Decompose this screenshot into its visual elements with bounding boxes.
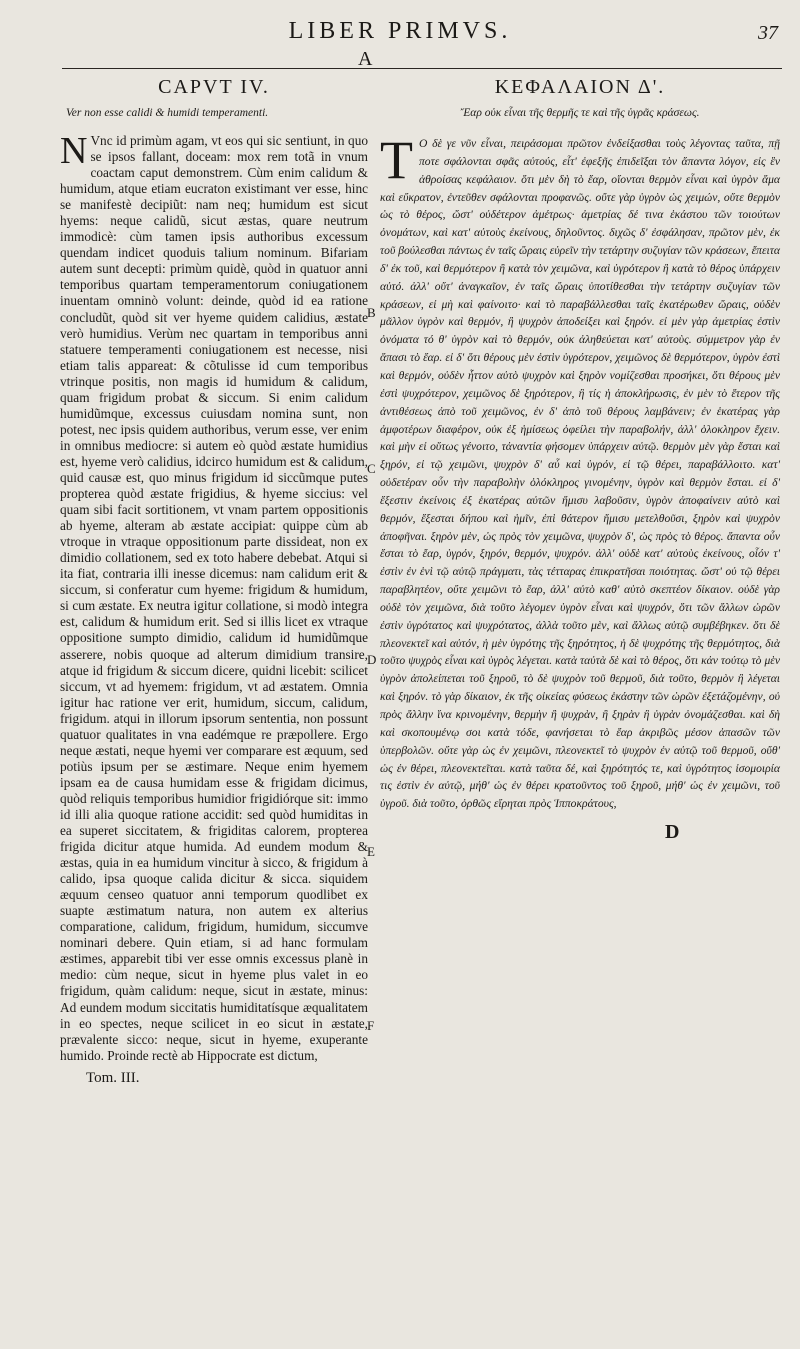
latin-chapter-subtitle: Ver non esse calidi & humidi temperamenti. (66, 107, 269, 119)
greek-paragraph: Ο δὲ γε νῦν εἶναι, πειράσομαι πρῶτον ἐνδείξασθαι τοὺς λέγοντας ταῦτα, πῇ ποτε σφάλονται σφᾶς αὐτούς, εἶτ' ἐφεξῆς ἐπιδεῖξαι τὸν ἄπαντα λόγον, εἰς ἓν ἀθροίσας κεφάλαιον. ὅτι μὲν δὴ τὸ ἔαρ, οἴονται θερμὸν εἶναι καὶ ὑγρὸν ἅμα καὶ εὔκρατον, ἐντεῦθεν σφάλονται προφανῶς. οὔτε γὰρ ὑγρὸν ὡς χειμών, οὔτε θερμὸν ὡς τὸ θέρος, ὥστ' οὐδέτερον ἀμέτρως· ἀμετρίας δέ τινα ἑκάστου τῶν τοιούτων ὀνομάτων, καὶ κατ' αὐτοὺς ἐκείνους, δηλοῦντος. διχῶς δ' ἐσφάλησαν, πρῶτον μὲν, ἐκ τοῦ βούλεσθαι πάντως ἐν ταῖς ὥραις εὑρεῖν τὴν τετάρτην συζυγίαν τῶν κράσεων, ἔπειτα δ' ἐκ τοῦ, καὶ θερμότερον ἢ κατὰ τὸν χειμῶνα, καὶ ὑγρότερον ἢ κατὰ τὸ θέρος ὑπάρχειν αὐτό. ἀλλ' οὔτ' ἀναγκαῖον, ἐν ταῖς ὥραις ὑποτίθεσθαι τὴν τετάρτην συζυγίαν τῶν κράσεων, εἰ μὴ καὶ φαίνοιτο· καὶ τὸ παραβάλλεσθαι ταῖς ἑκατέρωθεν ὥραις, οὐδὲν μᾶλλον ὑγρὸν καὶ θερμόν, ἢ ψυχρὸν ἀποδείξει καὶ ξηρόν. εἰ μὲν γὰρ ἀμετρίας ἐστὶν ὀνόματα τό θ' ὑγρὸν καὶ τὸ θερμόν, οὐκ ἀληθεύεται κατ' αὐτοὺς. σύμμετρον γὰρ ἐν ἅπασι τὸ ἔαρ. εἰ δ' ὅτι θέρους μὲν ἐστὶν ὑγρότερον, χειμῶνος δὲ θερμότερον, ὑγρὸν ἐστὶ καὶ θερμόν, οὐδὲν ἧττον αὐτὸ ψυχρὸν καὶ ξηρὸν νομίζεσθαι προσήκει, ὅτι θέρους μὲν ἐστὶ ψυχρότερον, χειμῶνος δὲ ξηρότερον, ἢ τίς ἡ ἀποκλήρωσις, ἐν μὲν τὸ ἕτερον τῆς ἀντιθέσεως ἀπὸ τοῦ χειμῶνος, ἐν δ' ἀπὸ τοῦ θέρους λαμβάνειν; ἐν ἑκατέρας γὰρ ἀμφοτέρων διαφέρον, οὐκ ἐξ ἡμίσεως ὀφείλει τὴν παραβολήν, ἀλλ' ὁλοκληρον ἔχειν. καὶ μὴν εἰ οὕτως γένοιτο, τἀναντία φήσομεν ὑπάρχειν αὐτῷ. θερμὸν μὲν γὰρ ἔσται καὶ ξηρόν, εἰ τῷ χειμῶνι, ψυχρὸν δ' αὖ καὶ ὑγρόν, εἰ τῷ θέρει, παραβάλλοιτο. κατ' οὐδετέραν οὖν τὴν παραβολὴν ὁλόκληρος γινομένην, ὑγρὸν καὶ θερμὸν ἔσται. εἰ δ' ἔξεστιν ἐκείνοις ἐξ ἑκατέρας αὐτῶν ἥμισυ λαβοῦσιν, ὑγρὸν ἀποφαίνειν αὐτὸ καὶ θερμόν, ἔξεσται δήπου καὶ ἡμῖν, ἐπὶ θάτερον ἥμισυ μετελθοῦσι, ξηρὸν καὶ ψυχρὸν ἀποφῆναι. ξηρὸν μὲν, ὡς πρὸς τὸν χειμῶνα, ψυχρὸν δ', ὡς πρὸς τὸ θέρος. ἅπαντα οὖν ἔσται τὸ ἔαρ, ὑγρόν, ξηρόν, θερμόν, ψυχρόν. ἀλλ' οὐδὲ κατ' αὐτοὺς ἐκείνους, οἷόν τ' ἐστὶν ἐν ἑνὶ τῷ αὐτῷ πράγματι, τὰς τέτταρας ἐπικρατῆσαι ποιότητας. ὥστ' οὐ τῷ θέρει παραβλητέον, οὔτε χειμῶνι τὸ ἔαρ, ἀλλ' αὐτὸ καθ' αὑτὸ σκεπτέον δίκαιον. οὐδὲ γὰρ οὐδὲ τὸν χειμῶνα, διὰ τοῦτο λέγομεν ὑγρὸν εἶναι καὶ ψυχρόν, ὅτι τῶν ἄλλων ὡρῶν ἐστὶν ὑγρότατος καὶ ψυχρότατος, ἀλλὰ τοῦτο μὲν, καὶ ἄλλως αὐτῷ συμβέβηκεν. ὅτι δὲ πλεονεκτεῖ καὶ αὐτόν, ἡ μὲν ὑγρότης τῆς ξηρότητος, ἡ δὲ ψυχρότης τῆς θερμότητος, διὰ τοῦτο ψυχρὸς εἶναι καὶ ὑγρὸς λέγεται. κατὰ ταὐτὰ δὲ καὶ τὸ θέρος, ὅτι κἀν τούτῳ τὸ μὲν ὑγρὸν ἀπολείπεται τοῦ ξηροῦ, τὸ δὲ ψυχρὸν τοῦ θερμοῦ, διὰ τοῦτο, θερμὸν ἢ λέγεται καὶ ξηρόν. τὸ γὰρ δίκαιον, ἐκ τῆς οἰκείας φύσεως ἑκάστην τῶν ὡρῶν ἐξετάζομένην, οὐ πρὸς ἄλλην ἵνα κρινομένην, θερμὴν ἢ ψυχρὰν, ἢ ξηρὰν ἢ ὑγρὰν ὀνομάζεσθαι. καὶ δὴ καὶ σκοπουμένῳ σοι κατὰ τόδε, φανήσεται τὸ ἔαρ ἀκριβῶς μέσον ἁπασῶν τῶν ὑπερβολῶν. οὔτε γὰρ ὡς ἐν χειμῶνι, πλεονεκτεῖ τὸ ψυχρὸν ἐν αὐτῷ τοῦ θερμοῦ, οὔθ' ὡς ἐν θέρει, πλεονεκτεῖται. κατὰ ταῦτα δέ, καὶ ξηρότητός τε, καὶ ὑγρότητος ἰσομοιρία τις ἐστὶν ἐν αὐτῷ, μήθ' ὡς ἐν θέρει κρατοῦντος τοῦ ξηροῦ, μήθ' ὡς ἐν χειμῶνι, τοῦ ὑγροῦ. διὰ τοῦτο, ὀρθῶς εἴρηται πρὸς Ἱπποκράτους, (380, 137, 780, 811)
greek-chapter-subtitle: Ἔαρ οὐκ εἶναι τῆς θερμῆς τε καὶ τῆς ὑγρᾶς κράσεως. (460, 107, 700, 119)
margin-letter-e: E (367, 844, 375, 859)
volume-signature: Tom. III. (86, 1069, 140, 1086)
margin-letter-b: B (367, 305, 376, 320)
latin-chapter-heading: CAPVT IV. (158, 76, 270, 98)
latin-paragraph: Vnc id primùm agam, vt eos qui sic sentiunt, in quo se ipsos fallant, doceam: mox rem totã in vnum coactam caput demonstrem. Cùm enim calidum & humidum, atque etiam eucraton existimant ver esse, hinc se manifestè decipiũt: nam neq; humidum est sicut hyems: neque calidũ, sicut æstas, quare neutrum immodicè: cùm tamen ipsis authoribus excessum quendam indicet quoduis talium nominum. Bifariam autem sunt decepti: primùm quidè, quòd in quatuor anni temporibus quartam temperamentorum coniugationem inuentam omninò volunt: deinde, quòd id ea ratione concludũt, quòd sit ver hyeme quidem calidius, æstate verò humidius. Verùm nec quartam in temporibus anni statuere temperamenti coniugationem est necesse, nisi etiam talis appareat: & cõtulisse id cum temporibus vtrinque positis, non magis id humidum & calidum, quam frigidum probat & siccum. Si enim calidum humidũmque, excessus cuiusdam nomina sunt, non potest, nec ipsis quidem authoribus, verum esse, ver enim in omnibus mediocre: si autem eò quòd æstate humidius est, hyeme verò calidius, idcirco humidum est & calidum, quid causæ est, quo minus frigidum id siccũmque putes propterea quòd æstate frigidius, & hyeme siccius: vel quam sibi facit sortitionem, vt vnam partem oppositionis ab hyeme, alteram ab æstate accipiat: quippe cùm ab vtroque in vtraque oppositionum parte dissideat, non ex dimidio collationem, sed ex toto habere debebat. Atqui si ita fiat, contraria illi inesse dicemus: nam calidum erit & siccum, si conferatur cum hyeme: frigidum & humidum, si cum æstate. Ex neutra igitur collatione, si modò integra est, calidum & humidum erit. Sed si illis licet ex vtraque oppositione sumpto dimidio, calidum id humidũmque asserere, nobis quoque ad alterum dimidium transire, atque id frigidum & siccum dicere, quidni licebit: scilicet siccum, vt ad hyemem: frigidum, vt ad æstatem. Omnia igitur hac ratione ver erit, humidum, siccum, calidum, frigidum. atqui in illorum ipsorum sententia, non possunt quatuor qualitates in vna eadémque re præpollere. Ergo neque æstati, neque hyemi ver comparare est æquum, sed potiùs ipsum per se æstimare. Neque enim hyemem ipsam ea de causa humidam esse & frigidam dicimus, quòd reliquis temporibus humidior frigidiórque sit: immo id illi alia quoque ratione accidit: sed quòd humiditas in ea superet siccitatem, & frigiditas calorem, propterea frigida dicitur atque humida. Ad eundem modum & æstas, quia in ea humidum vincitur à sicco, & frigidum à calido, ipsa quoque calida dicitur & sicca. siquidem æquum censeo quatuor anni temporum quodlibet ex suapte æstimatum natura, non autem ex alterius comparatione, calidum, frigidum, humidum, siccumve nominari debere. Quin etiam, si ad hanc formulam æstimes, apparebit tibi ver esse omnis excessus planè in medio: cùm neque, sicut in hyeme plus valet in eo frigidum, quàm calidum: neque, sicut in æstate, minus: Ad eundem modum siccitatis humiditatísque æqualitatem in eo spectes, neque scilicet in eo sicut in æstate, prævalente sicco: neque, sicut in hyeme, exuperante humido. Proinde rectè ab Hippocrate est dictum, (60, 133, 368, 1063)
margin-letter-f: F (367, 1018, 375, 1033)
latin-column (60, 76, 368, 1087)
running-head: LIBER PRIMVS. (288, 18, 512, 44)
page-number: 37 (758, 22, 778, 44)
margin-letter-c: C (367, 461, 376, 476)
header-rule (62, 68, 782, 69)
section-letter-a: A (358, 48, 373, 70)
greek-column (380, 76, 780, 844)
signature-mark-d: D (665, 821, 680, 844)
greek-drop-cap: Τ (380, 130, 413, 190)
margin-letter-d: D (367, 652, 377, 667)
greek-text (380, 130, 780, 813)
latin-drop-cap: N (60, 130, 88, 172)
greek-chapter-heading: ΚΕΦΑΛΑΙΟΝ Δ'. (494, 76, 666, 98)
latin-text (60, 130, 368, 1064)
